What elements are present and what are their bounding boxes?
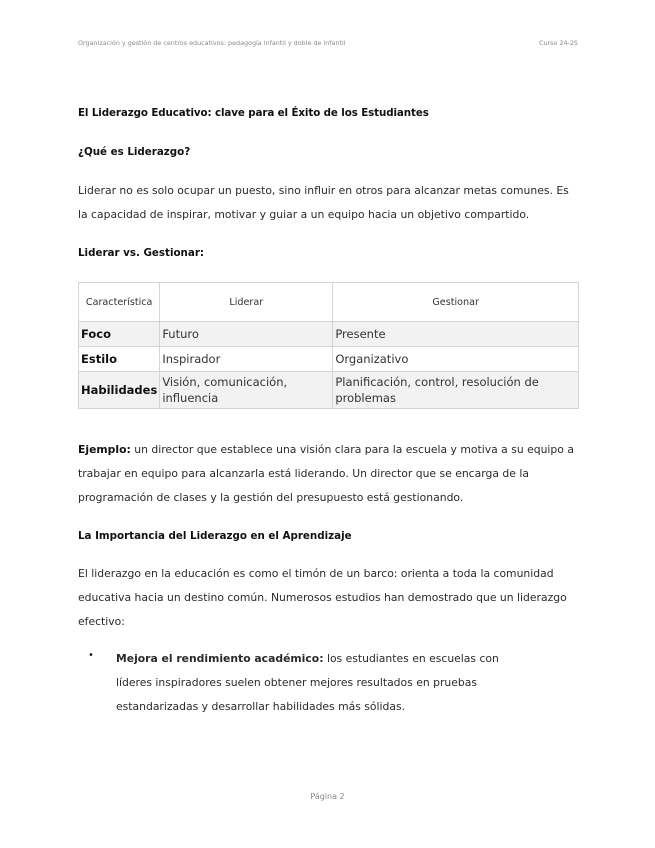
table-row bbox=[79, 347, 579, 372]
table-cell: Foco bbox=[79, 322, 160, 347]
paragraph-example bbox=[78, 438, 578, 510]
comparison-table bbox=[78, 282, 579, 409]
table-cell: Visión, comunicación, influencia bbox=[160, 372, 333, 409]
paragraph-leadership-definition: Liderar no es solo ocupar un puesto, sino influir en otros para alcanzar metas comunes. Es la capacidad de inspirar, motivar y guiar a un equipo hacia un objetivo compartido. bbox=[78, 184, 569, 221]
list-item bbox=[116, 647, 536, 719]
table-cell: Organizativo bbox=[333, 347, 579, 372]
paragraph-importance: El liderazgo en la educación es como el timón de un barco: orienta a toda la comunidad educativa hacia un destino común. Numerosos estudios han demostrado que un liderazgo efectivo: bbox=[78, 567, 567, 628]
table-cell: Inspirador bbox=[160, 347, 333, 372]
table-row bbox=[79, 322, 579, 347]
table-row bbox=[79, 372, 579, 409]
section-heading-importance: La Importancia del Liderazgo en el Aprendizaje bbox=[78, 530, 352, 542]
table-header-cell: Liderar bbox=[160, 283, 333, 322]
table-cell: Futuro bbox=[160, 322, 333, 347]
section-heading-lead-vs-manage: Liderar vs. Gestionar: bbox=[78, 247, 205, 259]
section-heading-what-is-leadership: ¿Qué es Liderazgo? bbox=[78, 146, 191, 158]
bullet-label: Mejora el rendimiento académico: bbox=[116, 652, 324, 665]
table-header-row bbox=[79, 283, 579, 322]
page-number: Página 2 bbox=[310, 792, 345, 801]
page-header-year: Curso 24-25 bbox=[539, 39, 578, 47]
table-cell: Presente bbox=[333, 322, 579, 347]
table-cell: Planificación, control, resolución de problemas bbox=[333, 372, 579, 409]
bullet-marker: • bbox=[88, 650, 94, 661]
bullet-text: los estudiantes en escuelas con líderes inspiradores suelen obtener mejores resultados en pruebas estandarizadas y desarrollar habilidades más sólidas. bbox=[116, 652, 499, 713]
table-cell: Estilo bbox=[79, 347, 160, 372]
table-header-cell: Gestionar bbox=[333, 283, 579, 322]
table-cell: Habilidades bbox=[79, 372, 160, 409]
table-header-cell: Característica bbox=[79, 283, 160, 322]
page-header-course-title: Organización y gestión de centros educativos: pedagogía infantil y doble de infantil bbox=[78, 39, 346, 47]
example-text: un director que establece una visión clara para la escuela y motiva a su equipo a trabajar en equipo para alcanzarla está liderando. Un director que se encarga de la programación de clases y la gestión del presupuesto está gestionando. bbox=[78, 443, 574, 504]
document-title: El Liderazgo Educativo: clave para el Éxito de los Estudiantes bbox=[78, 107, 429, 119]
example-label: Ejemplo: bbox=[78, 443, 131, 456]
